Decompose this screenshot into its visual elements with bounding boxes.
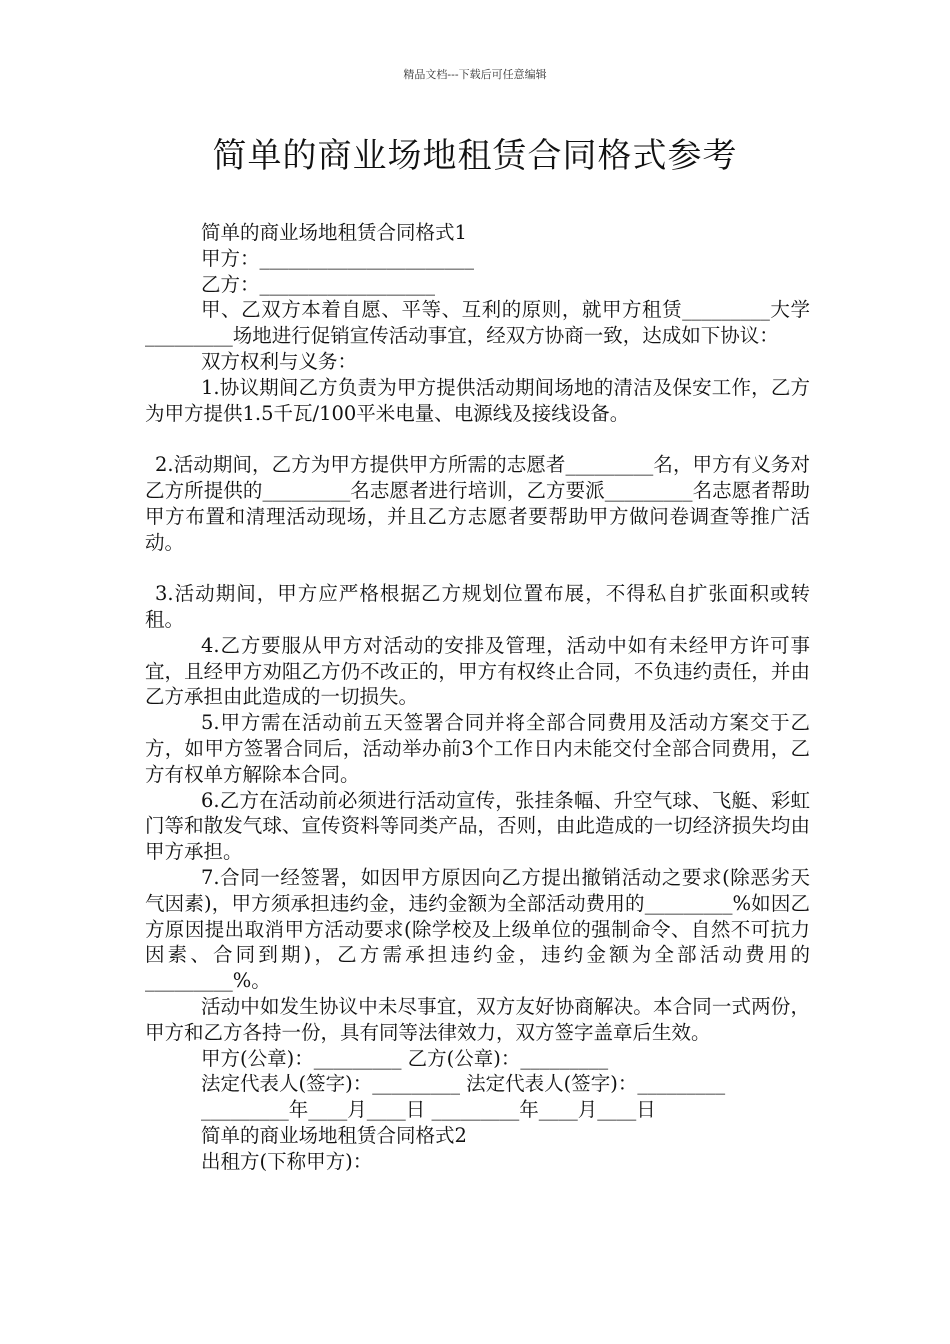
paragraph: 乙方：__________________: [201, 272, 436, 296]
paragraph: 6.乙方在活动前必须进行活动宣传，张挂条幅、升空气球、飞艇、彩虹门等和散发气球、宣传资料等同类产品，否则，由此造成的一切经济损失均由甲方承担。: [145, 788, 810, 864]
paragraph: 甲、乙双方本着自愿、平等、互利的原则，就甲方租赁_________大学_________场地进行促销宣传活动事宜，经双方协商一致，达成如下协议：: [145, 298, 810, 348]
signature-line-seal: 甲方(公章)：_________ 乙方(公章)：_________: [201, 1046, 609, 1070]
document-title: 简单的商业场地租赁合同格式参考: [212, 136, 738, 176]
paragraph: 出租方(下称甲方)：: [201, 1149, 373, 1173]
paragraph: 双方权利与义务：: [201, 349, 358, 373]
paragraph-spacer: [145, 426, 810, 452]
signature-line-date: _________年____月____日 _________年____月____日: [201, 1098, 656, 1122]
section-heading: 简单的商业场地租赁合同格式2: [201, 1123, 467, 1147]
paragraph: 简单的商业场地租赁合同格式1: [201, 221, 467, 244]
contract-body: [145, 220, 810, 1174]
paragraph: 7.合同一经签署，如因甲方原因向乙方提出撤销活动之要求(除恶劣天气因素)，甲方须承担违约金，违约金额为全部活动费用的_________%如因乙方原因提出取消甲方活动要求(除学校及上级单位的强制命令、自然不可抗力因素、合同到期)，乙方需承担违约金，违约金额为全部活动费用的_________%。: [145, 865, 810, 993]
paragraph: 1.协议期间乙方负责为甲方提供活动期间场地的清洁及保安工作，乙方为甲方提供1.5千瓦/100平米电量、电源线及接线设备。: [145, 375, 810, 425]
paragraph: 3.活动期间，甲方应严格根据乙方规划位置布展，不得私自扩张面积或转租。: [145, 582, 810, 631]
paragraph: 活动中如发生协议中未尽事宜，双方友好协商解决。本合同一式两份，甲方和乙方各持一份，具有同等法律效力，双方签字盖章后生效。: [145, 994, 810, 1044]
paragraph-spacer: [145, 555, 810, 581]
paragraph: 甲方：______________________: [201, 246, 475, 270]
paragraph: 5.甲方需在活动前五天签署合同并将全部合同费用及活动方案交于乙方，如甲方签署合同后，活动举办前3个工作日内未能交付全部合同费用，乙方有权单方解除本合同。: [145, 711, 810, 786]
paragraph: 2.活动期间，乙方为甲方提供甲方所需的志愿者_________名，甲方有义务对乙方所提供的_________名志愿者进行培训，乙方要派_________名志愿者帮助甲方布置和清理活动现场，并且乙方志愿者要帮助甲方做问卷调查等推广活动。: [145, 453, 810, 554]
paragraph: 4.乙方要服从甲方对活动的安排及管理，活动中如有未经甲方许可事宜，且经甲方劝阻乙方仍不改正的，甲方有权终止合同，不负违约责任，并由乙方承担由此造成的一切损失。: [145, 633, 810, 709]
page-header: 精品文档---下载后可任意编辑: [403, 68, 547, 81]
signature-line-rep: 法定代表人(签字)：_________ 法定代表人(签字)：_________: [201, 1072, 726, 1096]
